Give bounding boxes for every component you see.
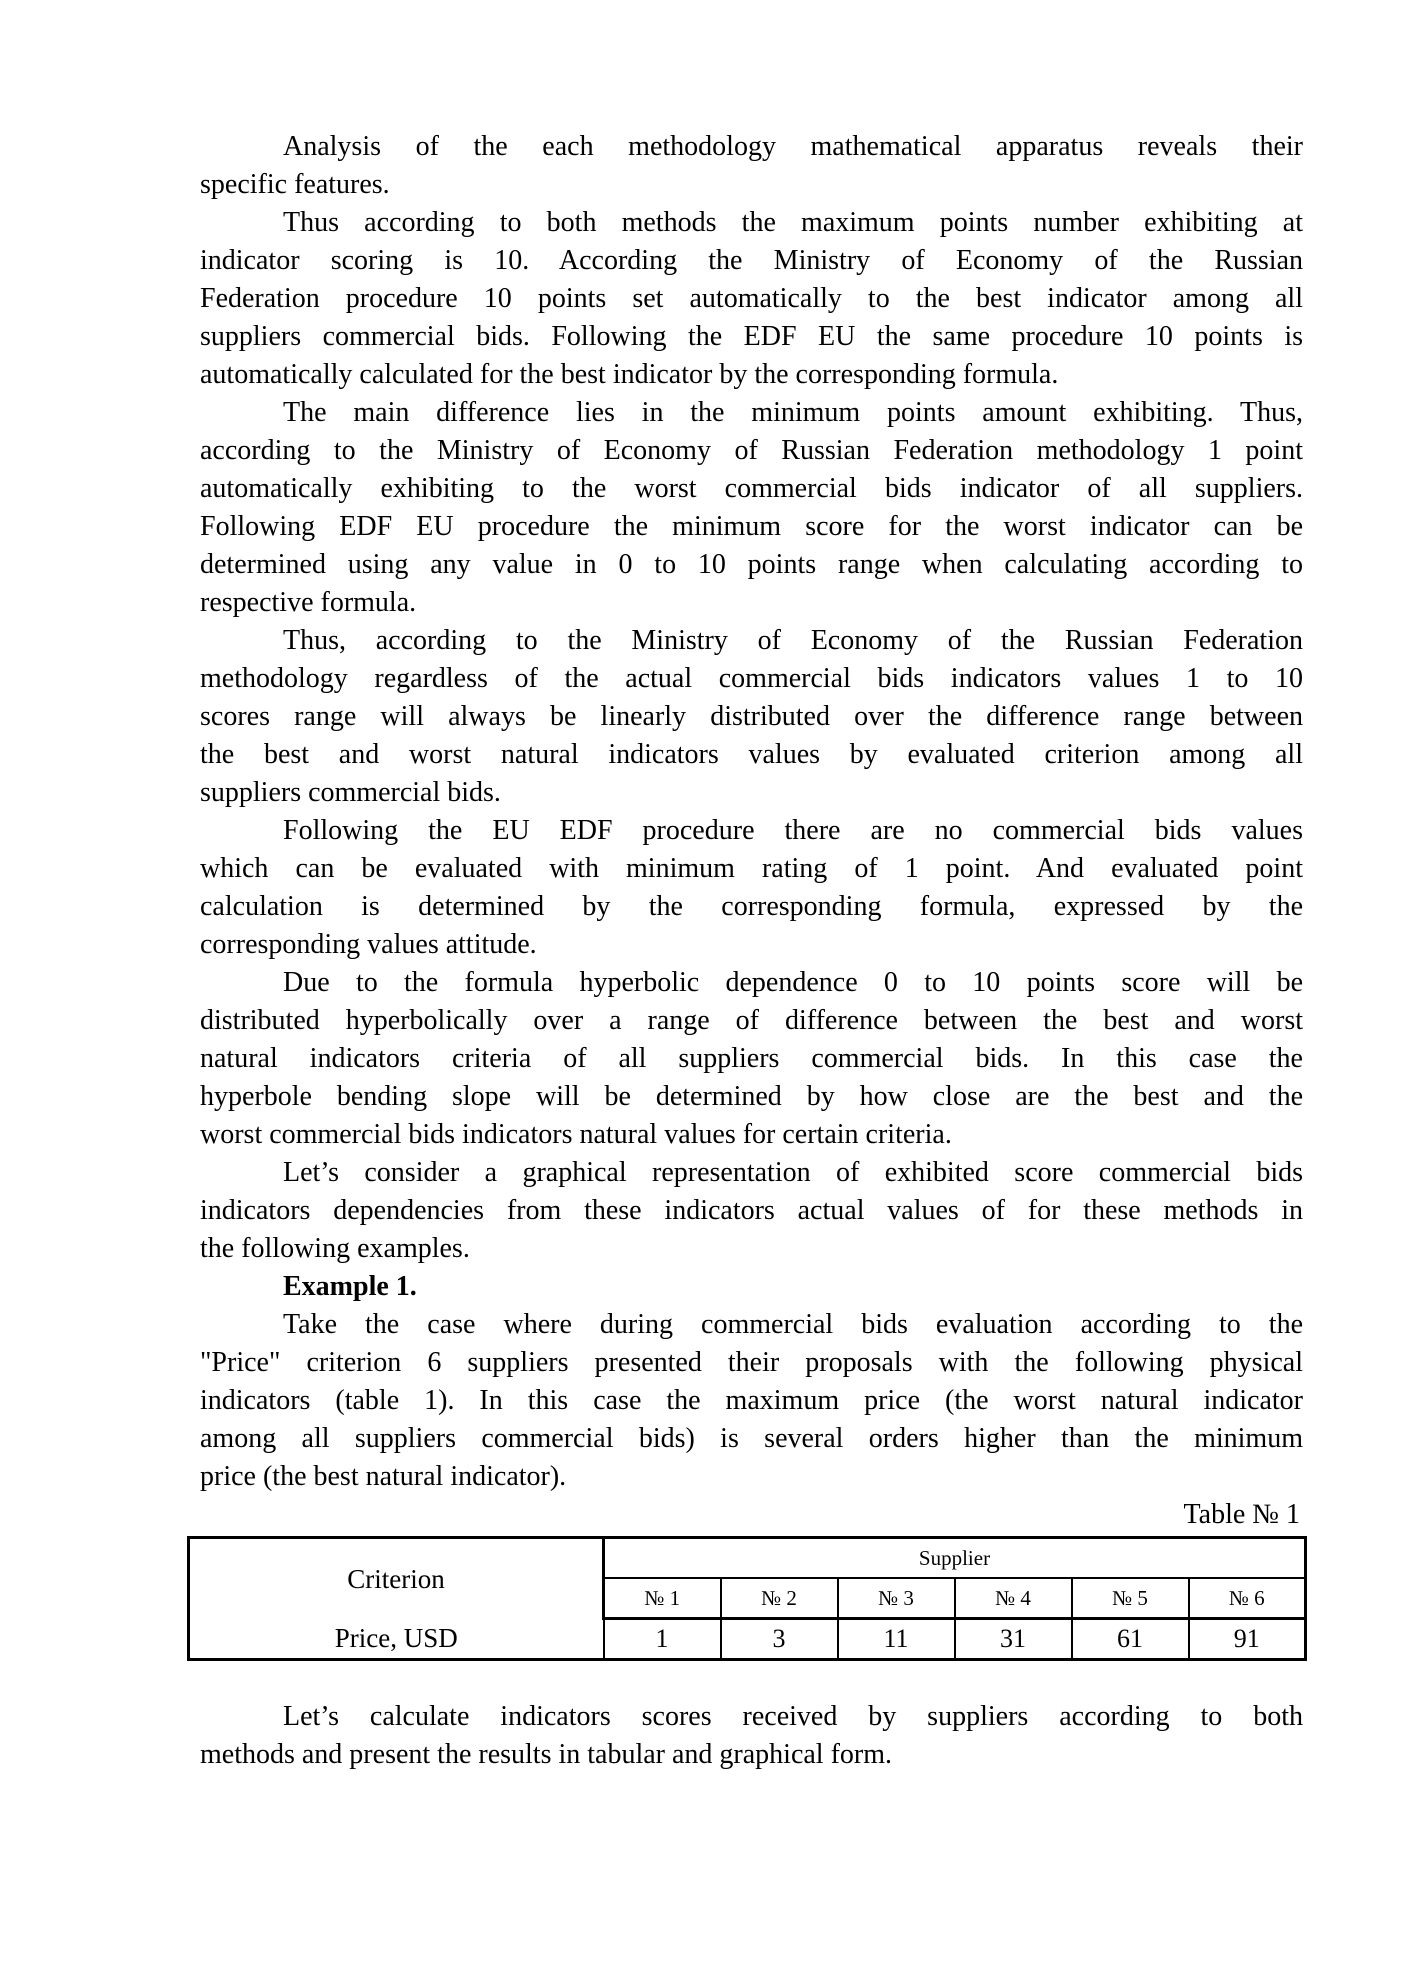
text-line: Federation procedure 10 points set automatically to the best indicator among all [200,283,1303,314]
text-line: methods and present the results in tabular and graphical form. [200,1739,893,1770]
supplier-header-cell: Supplier [604,1538,1306,1579]
example-heading [200,1268,1303,1306]
paragraph-1 [200,128,1303,204]
text-line: among all suppliers commercial bids) is several orders higher than the minimum [200,1423,1303,1454]
text-line: Following EDF EU procedure the minimum score for the worst indicator can be [200,511,1303,542]
paragraph-3 [200,394,1303,622]
text-line: The main difference lies in the minimum points amount exhibiting. Thus, [283,397,1303,428]
paragraph-4 [200,622,1303,812]
value-cell: 61 [1072,1619,1189,1660]
text-line: which can be evaluated with minimum rating of 1 point. And evaluated point [200,853,1303,884]
supplier-col-header: № 6 [1189,1578,1306,1619]
value-cell: 1 [604,1619,721,1660]
text-line: specific features. [200,169,390,200]
text-line: Let’s consider a graphical representation of exhibited score commercial bids [283,1157,1303,1188]
heading-text: Example 1. [283,1271,417,1302]
criterion-header-cell: Criterion [189,1538,604,1619]
text-line: indicator scoring is 10. According the Ministry of Economy of the Russian [200,245,1303,276]
text-line: the following examples. [200,1233,470,1264]
row-label-cell: Price, USD [334,1623,458,1654]
text-line: indicators dependencies from these indicators actual values of for these methods in [200,1195,1303,1226]
text-line: automatically exhibiting to the worst commercial bids indicator of all suppliers. [200,473,1303,504]
text-line: determined using any value in 0 to 10 points range when calculating according to [200,549,1303,580]
paragraph-9 [200,1698,1303,1774]
text-line: Thus according to both methods the maximum points number exhibiting at [283,207,1303,238]
text-line: corresponding values attitude. [200,929,537,960]
text-line: Take the case where during commercial bids evaluation according to the [283,1309,1303,1340]
text-line: distributed hyperbolically over a range of difference between the best and worst [200,1005,1303,1036]
paragraph-6 [200,964,1303,1154]
paragraph-7 [200,1154,1303,1268]
paragraph-5 [200,812,1303,964]
text-line: price (the best natural indicator). [200,1461,567,1492]
text-line: "Price" criterion 6 suppliers presented their proposals with the following physical [200,1347,1303,1378]
text-line: Due to the formula hyperbolic dependence 0 to 10 points score will be [283,967,1303,998]
supplier-col-header: № 3 [838,1578,955,1619]
text-line: calculation is determined by the corresponding formula, expressed by the [200,891,1303,922]
text-line: Following the EU EDF procedure there are no commercial bids values [283,815,1303,846]
table-row [189,1619,1306,1660]
supplier-col-header: № 4 [955,1578,1072,1619]
table-header-row [189,1538,1306,1579]
text-line: Let’s calculate indicators scores received by suppliers according to both [283,1701,1303,1732]
supplier-col-header: № 5 [1072,1578,1189,1619]
text-line: suppliers commercial bids. Following the EDF EU the same procedure 10 points is [200,321,1303,352]
text-line: automatically calculated for the best indicator by the corresponding formula. [200,359,1059,390]
text-line: Thus, according to the Ministry of Economy of the Russian Federation [283,625,1303,656]
text-line: respective formula. [200,587,417,618]
text-line: Analysis of the each methodology mathematical apparatus reveals their [283,131,1303,162]
paragraph-8 [200,1306,1303,1496]
value-cell: 11 [838,1619,955,1660]
paragraph-2 [200,204,1303,394]
text-line: hyperbole bending slope will be determined by how close are the best and the [200,1081,1303,1112]
text-line: natural indicators criteria of all suppliers commercial bids. In this case the [200,1043,1303,1074]
document-content [200,128,1303,1774]
text-line: suppliers commercial bids. [200,777,501,808]
supplier-col-header: № 1 [604,1578,721,1619]
value-cell: 91 [1189,1619,1306,1660]
text-line: worst commercial bids indicators natural values for certain criteria. [200,1119,952,1150]
table-caption: Table № 1 [1183,1499,1300,1530]
text-line: the best and worst natural indicators values by evaluated criterion among all [200,739,1303,770]
value-cell: 31 [955,1619,1072,1660]
text-line: according to the Ministry of Economy of Russian Federation methodology 1 point [200,435,1303,466]
value-cell: 3 [721,1619,838,1660]
text-line: methodology regardless of the actual commercial bids indicators values 1 to 10 [200,663,1303,694]
text-line: indicators (table 1). In this case the maximum price (the worst natural indicator [200,1385,1303,1416]
supplier-col-header: № 2 [721,1578,838,1619]
data-table [187,1536,1307,1661]
text-line: scores range will always be linearly distributed over the difference range between [200,701,1303,732]
